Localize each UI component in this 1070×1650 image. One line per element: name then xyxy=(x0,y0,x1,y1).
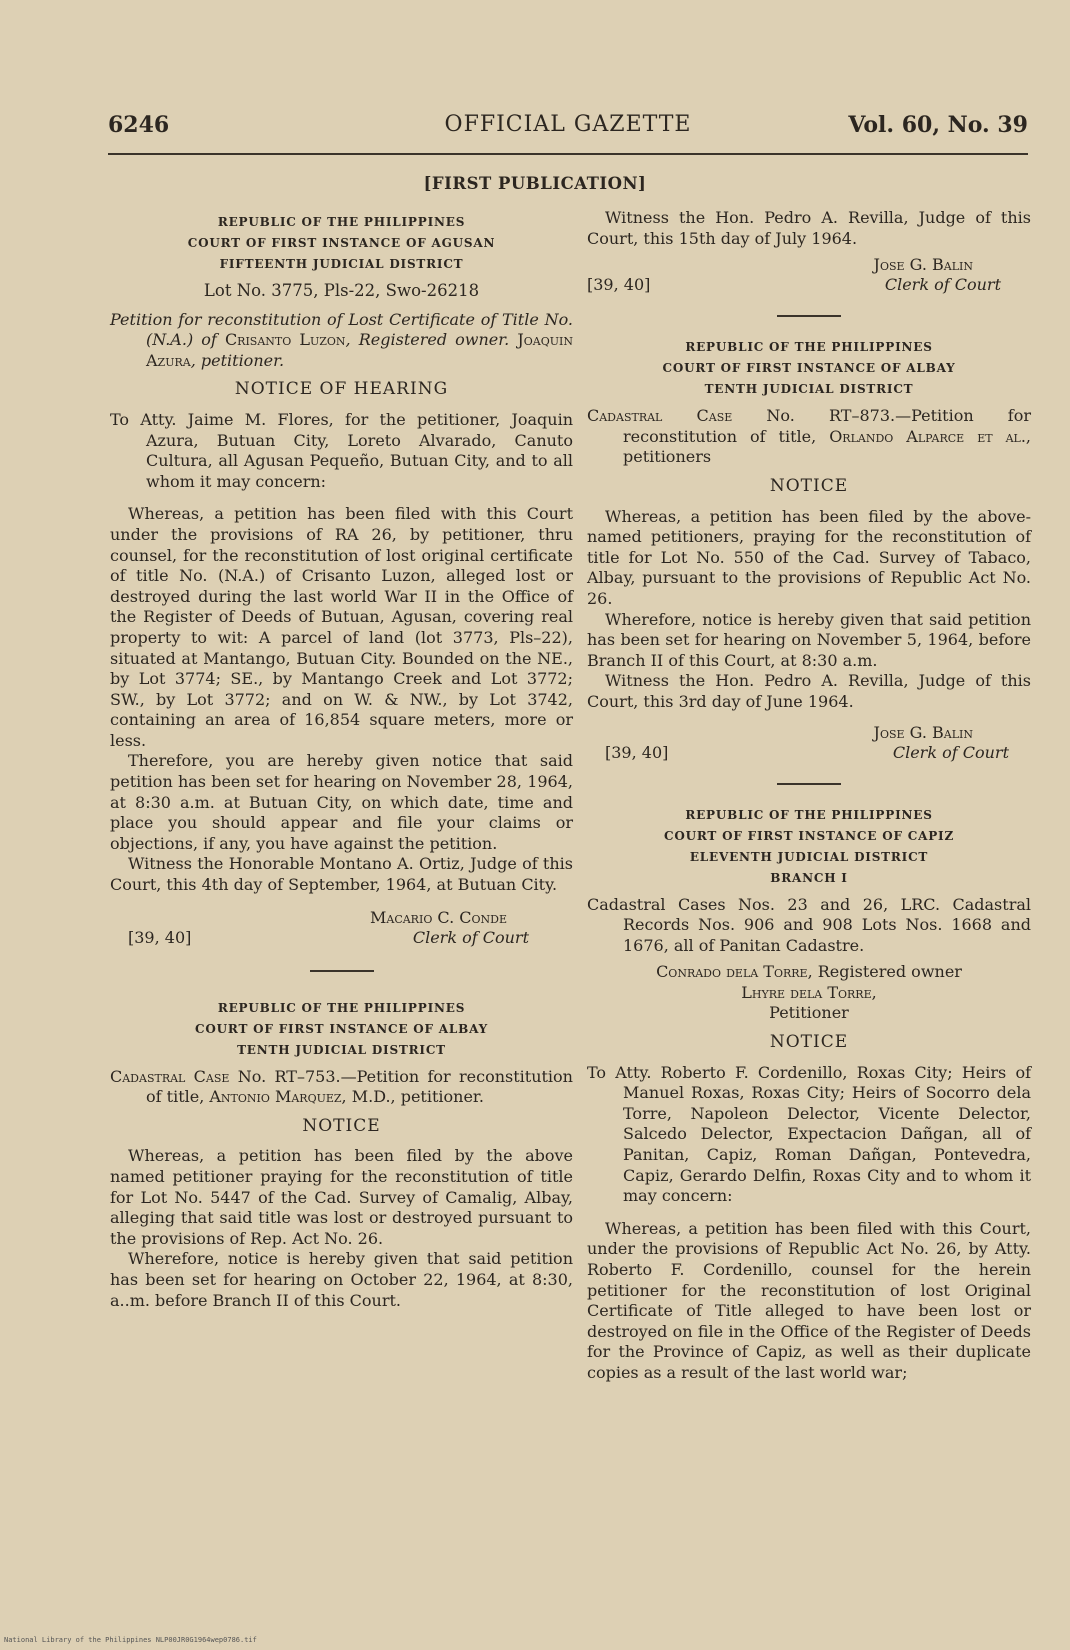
notice-heading: NOTICE xyxy=(769,475,849,496)
court-line: COURT OF FIRST INSTANCE OF CAPIZ xyxy=(663,828,955,843)
petitioner-line: Lhyre dela Torre, xyxy=(741,982,877,1002)
body-paragraph: Witness the Hon. Pedro A. Revilla, Judge of this Court, this 15th day of July 1964. xyxy=(587,208,1031,248)
case-label: Cadastral Case xyxy=(587,406,733,426)
court-line: COURT OF FIRST INSTANCE OF ALBAY xyxy=(662,361,956,376)
left-column xyxy=(110,212,573,1311)
body-paragraph: Whereas, a petition has been filed by the above-named petitioners, praying for the reconstitution of title for Lot No. 550 of the Cad. Survey of Tabaco, Albay, pursuant to the provisions of Republic Act No. 26. xyxy=(587,506,1031,608)
case-label: Cadastral Case xyxy=(110,1066,230,1086)
petitioner-role: Petitioner xyxy=(769,1003,849,1023)
petition-caption xyxy=(110,310,573,372)
court-line: REPUBLIC OF THE PHILIPPINES xyxy=(217,215,466,229)
body-paragraph: Wherefore, notice is hereby given that said petition has been set for hearing on October 22, 1964, at 8:30, a..m. before Branch II of this Court. xyxy=(110,1249,573,1310)
court-line: REPUBLIC OF THE PHILIPPINES xyxy=(217,1000,466,1015)
body-paragraph: Witness the Honorable Montano A. Ortiz, Judge of this Court, this 4th day of September, 1964, at Butuan City. xyxy=(110,854,573,895)
lot-line: Lot No. 3775, Pls-22, Swo-26218 xyxy=(203,281,480,300)
notice-heading: NOTICE OF HEARING xyxy=(234,379,449,400)
petitioner-name: Joaquin Azura xyxy=(146,330,573,370)
court-line: COURT OF FIRST INSTANCE OF ALBAY xyxy=(195,1021,488,1036)
petitioner-name: Lhyre dela Torre xyxy=(741,982,872,1002)
case-caption xyxy=(587,406,1031,468)
header-rule xyxy=(108,153,1028,155)
court-line: TENTH JUDICIAL DISTRICT xyxy=(704,382,914,397)
notice-heading: NOTICE xyxy=(769,1032,849,1053)
signer-name: Jose G. Balin xyxy=(873,255,973,275)
court-line: COURT OF FIRST INSTANCE OF AGUSAN xyxy=(187,236,496,250)
publication-ref: [39, 40] xyxy=(587,275,651,295)
caption-text: , petitioner. xyxy=(190,350,285,370)
page-number: 6246 xyxy=(108,112,170,138)
body-paragraph: Therefore, you are hereby given notice that said petition has been set for hearing on November 28, 1964, at 8:30 a.m. at Butuan City, on which date, time and place you should appear and file your claims or objections, if any, you have against the petition. xyxy=(110,751,573,853)
owner-role: , Registered owner xyxy=(807,962,962,982)
case-text: No. RT–873.—Petition for reconstitution of title, xyxy=(623,406,1031,446)
owner-name: Crisanto Luzon xyxy=(224,330,346,350)
case-caption: Cadastral Cases Nos. 23 and 26, LRC. Cadastral Records Nos. 906 and 908 Lots Nos. 1668 and 1676, all of Panitan Cadastre. xyxy=(587,894,1031,955)
body-paragraph: Whereas, a petition has been filed by the above named petitioner praying for the reconstitution of title for Lot No. 5447 of the Cad. Survey of Camalig, Albay, alleging that said title was lost or destroyed pursuant to the provisions of Rep. Act No. 26. xyxy=(110,1146,573,1248)
court-heading-agusan xyxy=(110,212,573,275)
court-line: REPUBLIC OF THE PHILIPPINES xyxy=(685,340,933,355)
section-divider xyxy=(777,783,841,785)
court-line: ELEVENTH JUDICIAL DISTRICT xyxy=(689,849,929,864)
section-divider xyxy=(310,970,374,972)
court-heading-capiz xyxy=(587,805,1031,889)
case-text: No. RT–753.—Petition for reconstitution of title, xyxy=(146,1066,573,1107)
notice-heading: NOTICE xyxy=(302,1115,381,1136)
signature-block xyxy=(110,908,573,950)
page-header xyxy=(108,112,1028,142)
body-paragraph: Whereas, a petition has been filed with this Court under the provisions of RA 26, by petitioner, thru counsel, for the reconstitution of lost original certificate of title No. (N.A.) of Crisanto Luzon, alleged lost or destroyed during the last world War II in the Office of the Register of Deeds of Butuan, Agusan, covering real property to wit: A parcel of land (lot 3773, Pls–22), situated at Mantango, Butuan City. Bounded on the NE., by Lot 3774; SE., by Mantango Creek and Lot 3772; SW., by Lot 3772; and on W. & NW., by Lot 3742, containing an area of 16,854 square meters, more or less. xyxy=(110,504,573,750)
addressee-paragraph: To Atty. Roberto F. Cordenillo, Roxas City; Heirs of Manuel Roxas, Roxas City; Heirs of Socorro dela Torre, Napoleon Delector, Vicente Delector, Salcedo Delector, Expectacion Dañgan, all of Panitan, Capiz, Roman Dañgan, Pontevedra, Capiz, Gerardo Delfin, Roxas City and to whom it may concern: xyxy=(587,1062,1031,1206)
signer-title: Clerk of Court xyxy=(892,742,1009,762)
owner-line xyxy=(587,962,1031,983)
right-column xyxy=(587,208,1031,1384)
publication-ref: [39, 40] xyxy=(605,742,669,762)
caption-text: , Registered owner. xyxy=(345,330,518,350)
petitioner-name: Antonio Marquez, M.D. xyxy=(209,1087,391,1107)
court-heading-albay xyxy=(587,337,1031,400)
court-heading-albay xyxy=(110,998,573,1061)
signer-name: Jose G. Balin xyxy=(873,722,973,742)
volume-number: Vol. 60, No. 39 xyxy=(848,112,1028,138)
publication-title: OFFICIAL GAZETTE xyxy=(444,112,692,137)
addressee-paragraph: To Atty. Jaime M. Flores, for the petitioner, Joaquin Azura, Butuan City, Loreto Alvarado, Canuto Cultura, all Agusan Pequeño, Butuan City, and to all whom it may concern: xyxy=(110,409,573,491)
signature-block xyxy=(587,723,1031,765)
parties-block xyxy=(587,962,1031,1024)
signer-name: Macario C. Conde xyxy=(370,907,507,927)
scan-credit: National Library of the Philippines NLP00JR0G1964wep0786.tif xyxy=(4,1636,257,1644)
body-paragraph: Whereas, a petition has been filed with this Court, under the provisions of Republic Act No. 26, by Atty. Roberto F. Cordenillo, counsel for the herein petitioner for the reconstitution of lost Original Certificate of Title alleged to have been lost or destroyed on file in the Office of the Register of Deeds for the Province of Capiz, as well as their duplicate copies as a result of the last world war; xyxy=(587,1218,1031,1382)
petitioner-name: Orlando Alparce et al. xyxy=(829,426,1026,446)
section-divider xyxy=(777,315,841,317)
caption-text: Petition for reconstitution of Lost Certificate of Title No. (N.A.) of xyxy=(110,309,573,350)
body-paragraph: Wherefore, notice is hereby given that said petition has been set for hearing on November 5, 1964, before Branch II of this Court, at 8:30 a.m. xyxy=(587,609,1031,670)
court-line: FIFTEENTH JUDICIAL DISTRICT xyxy=(219,257,464,271)
case-text: , petitioner. xyxy=(390,1087,484,1107)
case-text: , petitioners xyxy=(623,426,1032,467)
body-paragraph: Witness the Hon. Pedro A. Revilla, Judge of this Court, this 3rd day of June 1964. xyxy=(587,671,1031,711)
court-line: REPUBLIC OF THE PHILIPPINES xyxy=(685,807,933,822)
signer-title: Clerk of Court xyxy=(884,275,1001,295)
court-line: TENTH JUDICIAL DISTRICT xyxy=(237,1042,446,1057)
signer-title: Clerk of Court xyxy=(412,927,529,947)
case-caption xyxy=(110,1067,573,1108)
signature-block xyxy=(587,255,1031,297)
publication-ref: [39, 40] xyxy=(128,927,192,947)
owner-name: Conrado dela Torre xyxy=(656,962,808,982)
court-line: BRANCH I xyxy=(770,870,848,885)
publication-label: [FIRST PUBLICATION] xyxy=(423,174,647,193)
